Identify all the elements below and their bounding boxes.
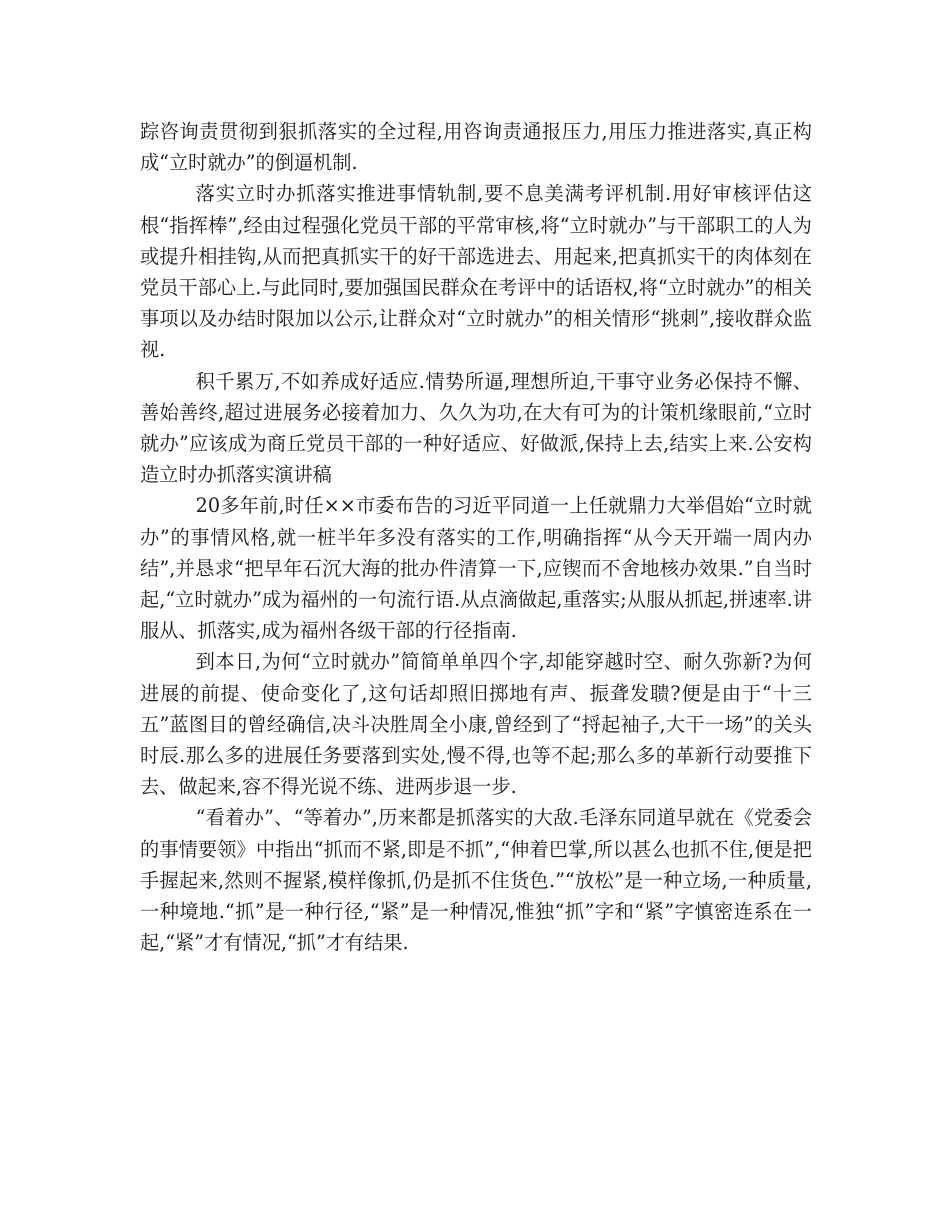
paragraph-2: 落实立时办抓落实推进事情轨制,要不息美满考评机制.用好审核评估这根“指挥棒”,经由过程强化党员干部的平常审核,将“立时就办”与干部职工的人为或提升相挂钩,从而把真抓实干的好干部选进去、用起来,把真抓实干的肉体刻在党员干部心上.与此同时,要加强国民群众在考评中的话语权,将“立时就办”的相关事项以及办结时限加以公示,让群众对“立时就办”的相关情形“挑刺”,接收群众监视. — [140, 182, 812, 362]
document-body — [140, 116, 812, 958]
paragraph-1: 踪咨询责贯彻到狠抓落实的全过程,用咨询责通报压力,用压力推进落实,真正构成“立时就办”的倒逼机制. — [140, 120, 812, 175]
paragraph-4: 20多年前,时任××市委布告的习近平同道一上任就鼎力大举倡始“立时就办”的事情风格,就一桩半年多没有落实的工作,明确指挥“从今天开端一周内办结”,并恳求“把早年石沉大海的批办件清算一下,应锲而不舍地核办效果.”自当时起,“立时就办”成为福州的一句流行语.从点滴做起,重落实;从服从抓起,拼速率.讲服从、抓落实,成为福州各级干部的行径指南. — [140, 494, 812, 643]
paragraph-5: 到本日,为何“立时就办”简简单单四个字,却能穿越时空、耐久弥新?为何进展的前提、使命变化了,这句话却照旧掷地有声、振聋发聩?便是由于“十三五”蓝图目的曾经确信,决斗决胜周全小康,曾经到了“捋起袖子,大干一场”的关头时辰.那么多的进展任务要落到实处,慢不得,也等不起;那么多的革新行动要推下去、做起来,容不得光说不练、进两步退一步. — [140, 650, 812, 799]
paragraph-3: 积千累万,不如养成好适应.情势所逼,理想所迫,干事守业务必保持不懈、善始善终,超过进展务必接着加力、久久为功,在大有可为的计策机缘眼前,“立时就办”应该成为商丘党员干部的一种好适应、好做派,保持上去,结实上来.公安构造立时办抓落实演讲稿 — [140, 369, 812, 487]
paragraph-6: “看着办”、“等着办”,历来都是抓落实的大敌.毛泽东同道早就在《党委会的事情要领》中指出“抓而不紧,即是不抓”,“伸着巴掌,所以甚么也抓不住,便是把手握起来,然则不握紧,模样像抓,仍是抓不住货色.”“放松”是一种立场,一种质量,一种境地.“抓”是一种行径,“紧”是一种情况,惟独“抓”字和“紧”字慎密连系在一起,“紧”才有情况,“抓”才有结果. — [140, 806, 812, 955]
